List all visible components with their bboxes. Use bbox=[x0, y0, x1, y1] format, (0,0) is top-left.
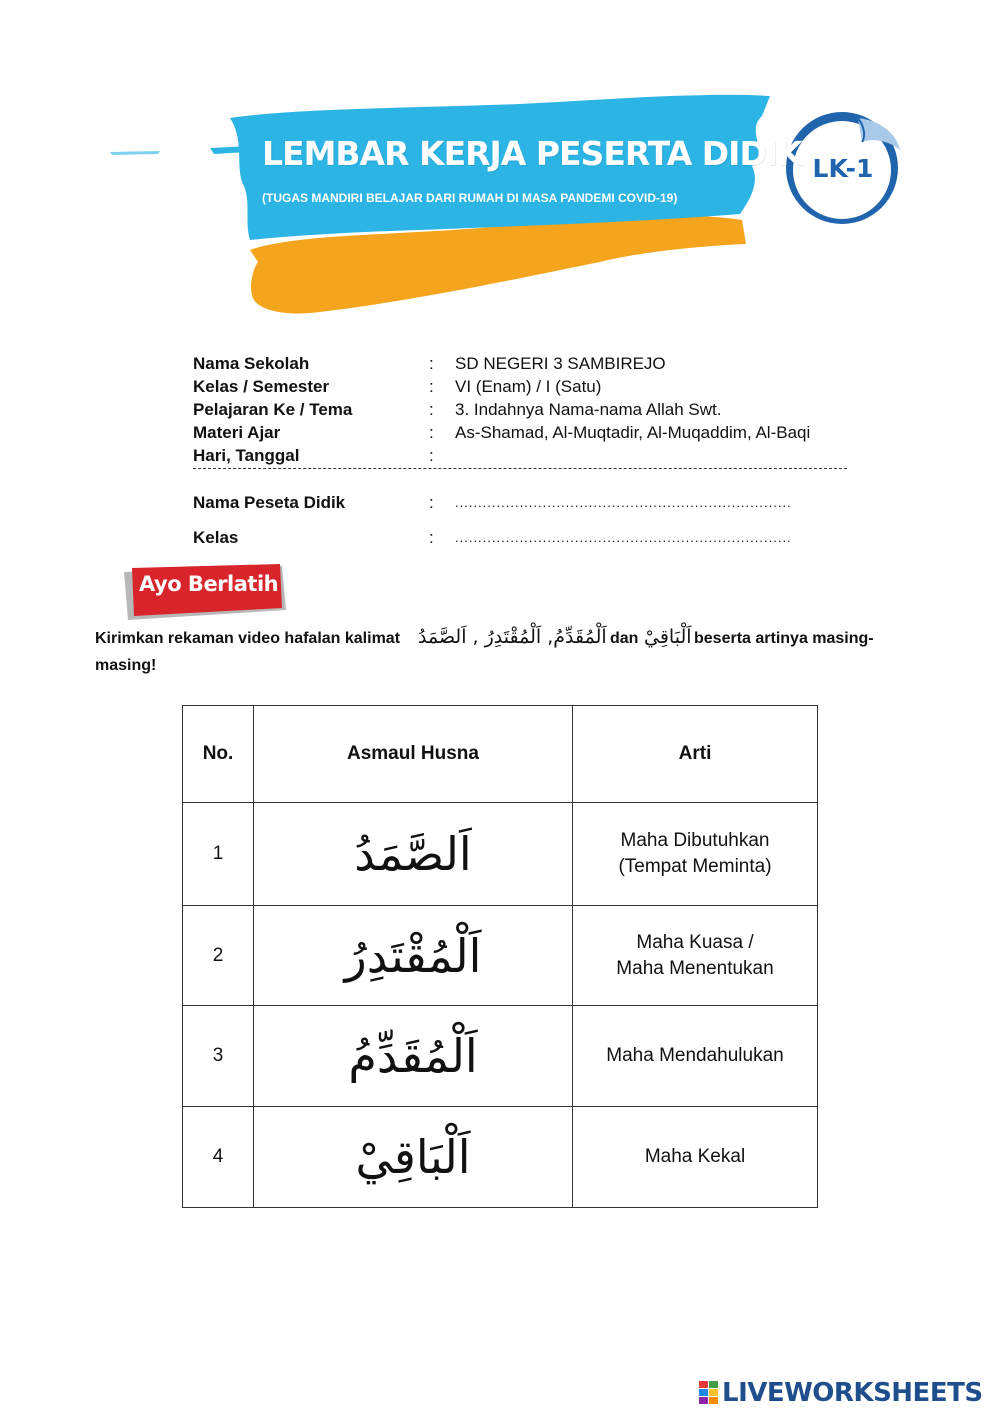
student-class-field[interactable]: ......................................................................... bbox=[455, 530, 792, 545]
arti-cell bbox=[573, 803, 818, 906]
arti-line-1: Maha Mendahulukan bbox=[606, 1045, 784, 1066]
arabic-name: اَلْبَاقِيْ bbox=[355, 1130, 471, 1184]
info-label: Nama Sekolah bbox=[193, 354, 310, 373]
row-number: 3 bbox=[183, 1006, 254, 1107]
table-row bbox=[183, 1006, 818, 1107]
info-label: Nama Peseta Didik bbox=[193, 493, 346, 512]
row-number: 4 bbox=[183, 1107, 254, 1208]
student-name-field[interactable]: ......................................................................... bbox=[455, 495, 792, 510]
row-number: 2 bbox=[183, 906, 254, 1006]
liveworksheets-logo-icon bbox=[699, 1381, 719, 1405]
info-colon: : bbox=[429, 528, 434, 547]
info-row-student-class bbox=[193, 526, 873, 549]
asmaul-husna-arabic bbox=[254, 803, 573, 906]
info-value: 3. Indahnya Nama-nama Allah Swt. bbox=[455, 400, 722, 419]
arti-line-1: Maha Dibutuhkan bbox=[620, 830, 770, 851]
instruction-arabic-list: اَلْمُقَدِّمُ, اَلْمُقْتَدِرُ , اَلصَّمَدُ bbox=[418, 626, 607, 648]
header-arti: Arti bbox=[573, 706, 818, 803]
page-subtitle: (TUGAS MANDIRI BELAJAR DARI RUMAH DI MASA PANDEMI COVID-19) bbox=[262, 191, 678, 205]
info-row-material bbox=[193, 421, 873, 444]
arti-cell bbox=[573, 906, 818, 1006]
arti-line-1: Maha Kuasa / bbox=[636, 931, 754, 953]
table-row bbox=[183, 803, 818, 906]
arti-cell bbox=[573, 1006, 818, 1107]
arabic-name: اَلْمُقَدِّمُ bbox=[348, 1029, 478, 1083]
asmaul-husna-arabic bbox=[254, 906, 573, 1006]
info-label: Hari, Tanggal bbox=[193, 446, 300, 465]
blue-brush-streak bbox=[110, 151, 160, 155]
info-colon: : bbox=[429, 400, 434, 419]
info-value: As-Shamad, Al-Muqtadir, Al-Muqaddim, Al-Baqi bbox=[455, 423, 811, 442]
dashed-divider bbox=[193, 468, 847, 470]
info-colon: : bbox=[429, 354, 434, 373]
asmaul-husna-table bbox=[182, 705, 818, 1208]
liveworksheets-logo-text[interactable]: LIVEWORKSHEETS bbox=[722, 1378, 983, 1408]
info-label: Materi Ajar bbox=[193, 423, 281, 442]
table-row bbox=[183, 1107, 818, 1208]
header-no: No. bbox=[183, 706, 254, 803]
instruction-text: Kirimkan rekaman video hafalan kalimat bbox=[95, 630, 401, 647]
info-row-date bbox=[193, 444, 873, 467]
info-colon: : bbox=[429, 377, 434, 396]
info-value: SD NEGERI 3 SAMBIREJO bbox=[455, 354, 666, 373]
instruction-line-1 bbox=[95, 630, 400, 648]
info-colon: : bbox=[429, 423, 434, 442]
table-header-row bbox=[183, 706, 818, 803]
section-badge-label: Ayo Berlatih bbox=[139, 572, 279, 596]
arabic-name: اَلصَّمَدُ bbox=[354, 827, 472, 881]
info-label: Pelajaran Ke / Tema bbox=[193, 400, 353, 419]
info-row-student-name bbox=[193, 491, 873, 514]
info-value: VI (Enam) / I (Satu) bbox=[455, 377, 602, 396]
info-row-class bbox=[193, 375, 873, 398]
page-title: LEMBAR KERJA PESERTA DIDIK bbox=[262, 134, 802, 173]
asmaul-husna-arabic bbox=[254, 1107, 573, 1208]
instruction-text-cont: beserta artinya masing- bbox=[694, 630, 874, 647]
info-colon: : bbox=[429, 493, 434, 512]
instruction-arabic-last: اَلْبَاقِيْ bbox=[644, 626, 692, 648]
info-colon: : bbox=[429, 446, 434, 465]
arti-cell bbox=[573, 1107, 818, 1208]
info-row-school bbox=[193, 352, 873, 375]
table-row bbox=[183, 906, 818, 1006]
asmaul-husna-arabic bbox=[254, 1006, 573, 1107]
row-number: 1 bbox=[183, 803, 254, 906]
info-label: Kelas / Semester bbox=[193, 377, 330, 396]
arti-line-1: Maha Kekal bbox=[644, 1146, 746, 1167]
instruction-dan: dan bbox=[610, 630, 639, 647]
header-asmaul-husna: Asmaul Husna bbox=[254, 706, 573, 803]
instruction-line-2: masing! bbox=[95, 657, 157, 674]
info-label: Kelas bbox=[193, 528, 239, 547]
arti-line-2: Maha Menentukan bbox=[616, 957, 774, 979]
info-row-lesson bbox=[193, 398, 873, 421]
lk-badge-label: LK-1 bbox=[812, 154, 874, 183]
arabic-name: اَلْمُقْتَدِرُ bbox=[344, 928, 482, 983]
arti-line-2: (Tempat Meminta) bbox=[618, 856, 772, 877]
